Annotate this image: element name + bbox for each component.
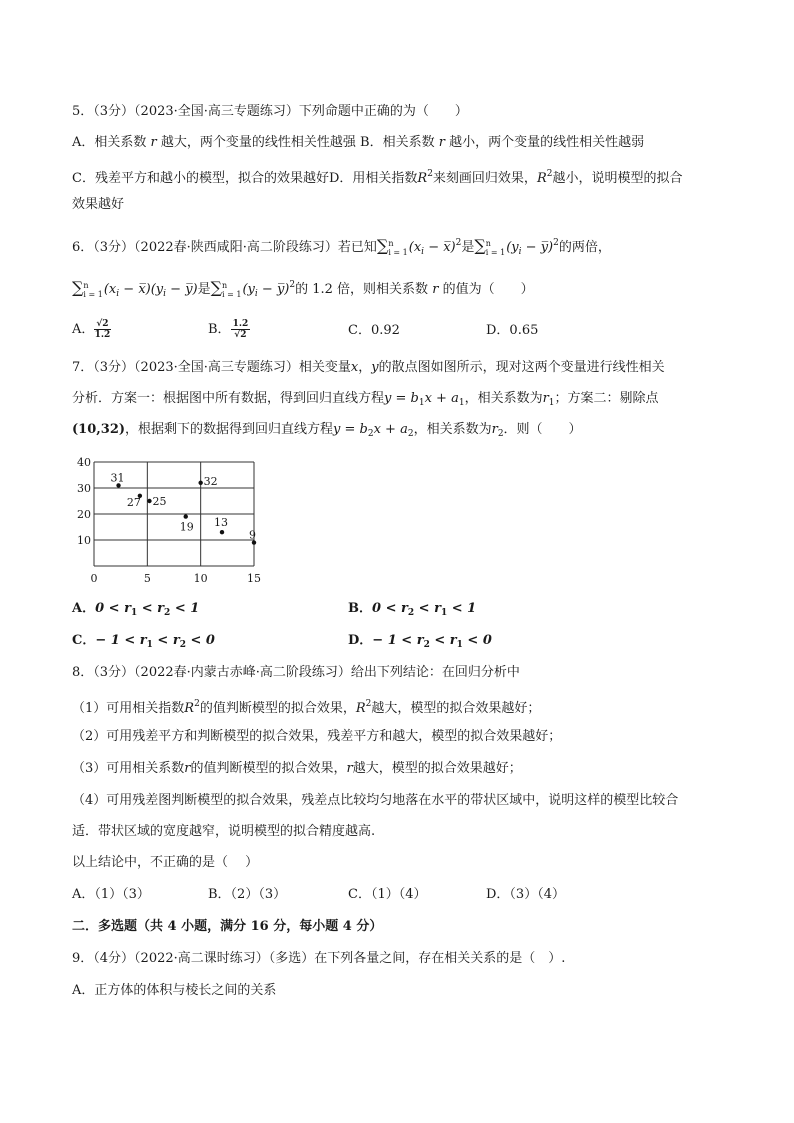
q5-stem: 5．（3分）（2023·全国·高三专题练习）下列命题中正确的为（ ） [72, 104, 468, 119]
data-label: 9 [249, 528, 256, 542]
x-tick-label: 0 [90, 572, 98, 585]
sum-symbol: ∑ [376, 236, 389, 255]
x-tick-label: 5 [143, 572, 151, 585]
scatter-plot [72, 452, 272, 587]
q7-option-b: B．$0 < r_2 < r_1 < 1$ [348, 601, 477, 618]
q8-ask: 以上结论中，不正确的是（ ） [72, 855, 259, 870]
data-label: 27 [126, 495, 141, 509]
y-tick-label: 20 [77, 508, 91, 521]
q5-option-c: C．残差平方和越小的模型，拟合的效果越好 [72, 171, 329, 186]
q8-option-c: C．（1）（4） [348, 887, 427, 902]
q6-option-a: A． $\frac{√2}{1.2}$ [72, 319, 111, 340]
q7-option-d: D．− $1 < r_2 < r_1 < 0$ [348, 633, 492, 650]
y-tick-label: 10 [77, 534, 91, 547]
q7-stem-line1: 7．（3分）（2023·全国·高三专题练习）相关变量x，y的散点图如图所示，现对这两个变量进行线性相关 [72, 360, 665, 375]
q5-option-a: A．相关系数 r 越大，两个变量的线性相关性越强 [72, 135, 356, 150]
q8-option-d: D．（3）（4） [486, 887, 565, 902]
q7-stem-line3: (10,32)，根据剩下的数据得到回归直线方程$y = b_2x + a_2$，相关系数为$r_2$．则（ ） [72, 422, 582, 439]
q6-option-d: D．0.65 [486, 323, 539, 338]
data-label: 31 [110, 471, 125, 485]
data-label: 32 [203, 474, 218, 488]
q6-stem-line2: ∑ n i = 1 ($x_i$ − $x̅)(y_i$ − y̅)是∑ n i = 1 ($y_i$ − y̅)$^2$的 1.2 倍，则相关系数 r 的值为（ ） [72, 278, 534, 299]
q8-statement-3: （3）可用相关系数r的值判断模型的拟合效果，r越大，模型的拟合效果越好； [72, 761, 522, 776]
data-point [220, 530, 224, 534]
q6-option-b: B． $\frac{1.2}{√2}$ [208, 319, 249, 340]
q5-option-d-wrap: 效果越好 [72, 197, 125, 212]
q7-option-a: A．$0 < r_1 < r_2 < 1$ [72, 601, 200, 618]
data-point [198, 481, 202, 485]
data-point [184, 514, 188, 518]
q6-option-c: C．0.92 [348, 323, 400, 338]
data-label: 19 [179, 520, 194, 534]
q7-option-c: C．− $1 < r_1 < r_2 < 0$ [72, 633, 215, 650]
data-label: 25 [152, 495, 167, 508]
q8-statement-2: （2）可用残差平方和判断模型的拟合效果，残差平方和越大，模型的拟合效果越好； [72, 729, 562, 744]
q9-option-a: A．正方体的体积与棱长之间的关系 [72, 983, 277, 998]
x-tick-label: 15 [247, 572, 261, 585]
q8-option-b: B．（2）（3） [208, 887, 287, 902]
q8-statement-4b: 适．带状区域的宽度越窄，说明模型的拟合精度越高. [72, 824, 376, 839]
q8-stem: 8．（3分）（2022春·内蒙古赤峰·高二阶段练习）给出下列结论：在回归分析中 [72, 665, 520, 680]
data-label: 13 [214, 516, 228, 530]
q8-statement-1: （1）可用相关指数$R^2$的值判断模型的拟合效果，$R^2$越大，模型的拟合效果越好； [72, 699, 541, 716]
x-tick-label: 10 [193, 572, 208, 585]
q5-option-d: D．用相关指数$R^2$来刻画回归效果，$R^2$越小，说明模型的拟合 [328, 169, 683, 186]
q8-statement-4a: （4）可用残差图判断模型的拟合效果，残差点比较均匀地落在水平的带状区域中，说明这样的模型比较合 [72, 793, 679, 808]
q5-option-b: B．相关系数 r 越小，两个变量的线性相关性越弱 [360, 135, 645, 150]
q7-stem-line2: 分析．方案一：根据图中所有数据，得到回归直线方程$y = b_1x + a_1$，相关系数为$r_1$；方案二：剔除点 [72, 391, 659, 408]
y-tick-label: 30 [77, 482, 91, 495]
q6-stem-line1: 6．（3分）（2022春·陕西咸阳·高二阶段练习）若已知∑ n i = 1 ($x_i$ − x̅)$^2$是∑ n i = 1 ($y_i$ − y̅)$^2$的两倍， [72, 236, 611, 257]
section-2-title: 二．多选题（共 4 小题，满分 16 分，每小题 4 分） [72, 919, 383, 934]
q8-option-a: A．（1）（3） [72, 887, 150, 902]
q5-options-ab [72, 133, 644, 153]
q5-options-cd [72, 164, 682, 189]
q9-stem: 9．（4分）（2022·高二课时练习）（多选）在下列各量之间，存在相关关系的是（ ）. [72, 951, 566, 966]
chart-points [111, 471, 257, 544]
data-point [147, 499, 151, 503]
y-tick-label: 40 [77, 456, 91, 469]
